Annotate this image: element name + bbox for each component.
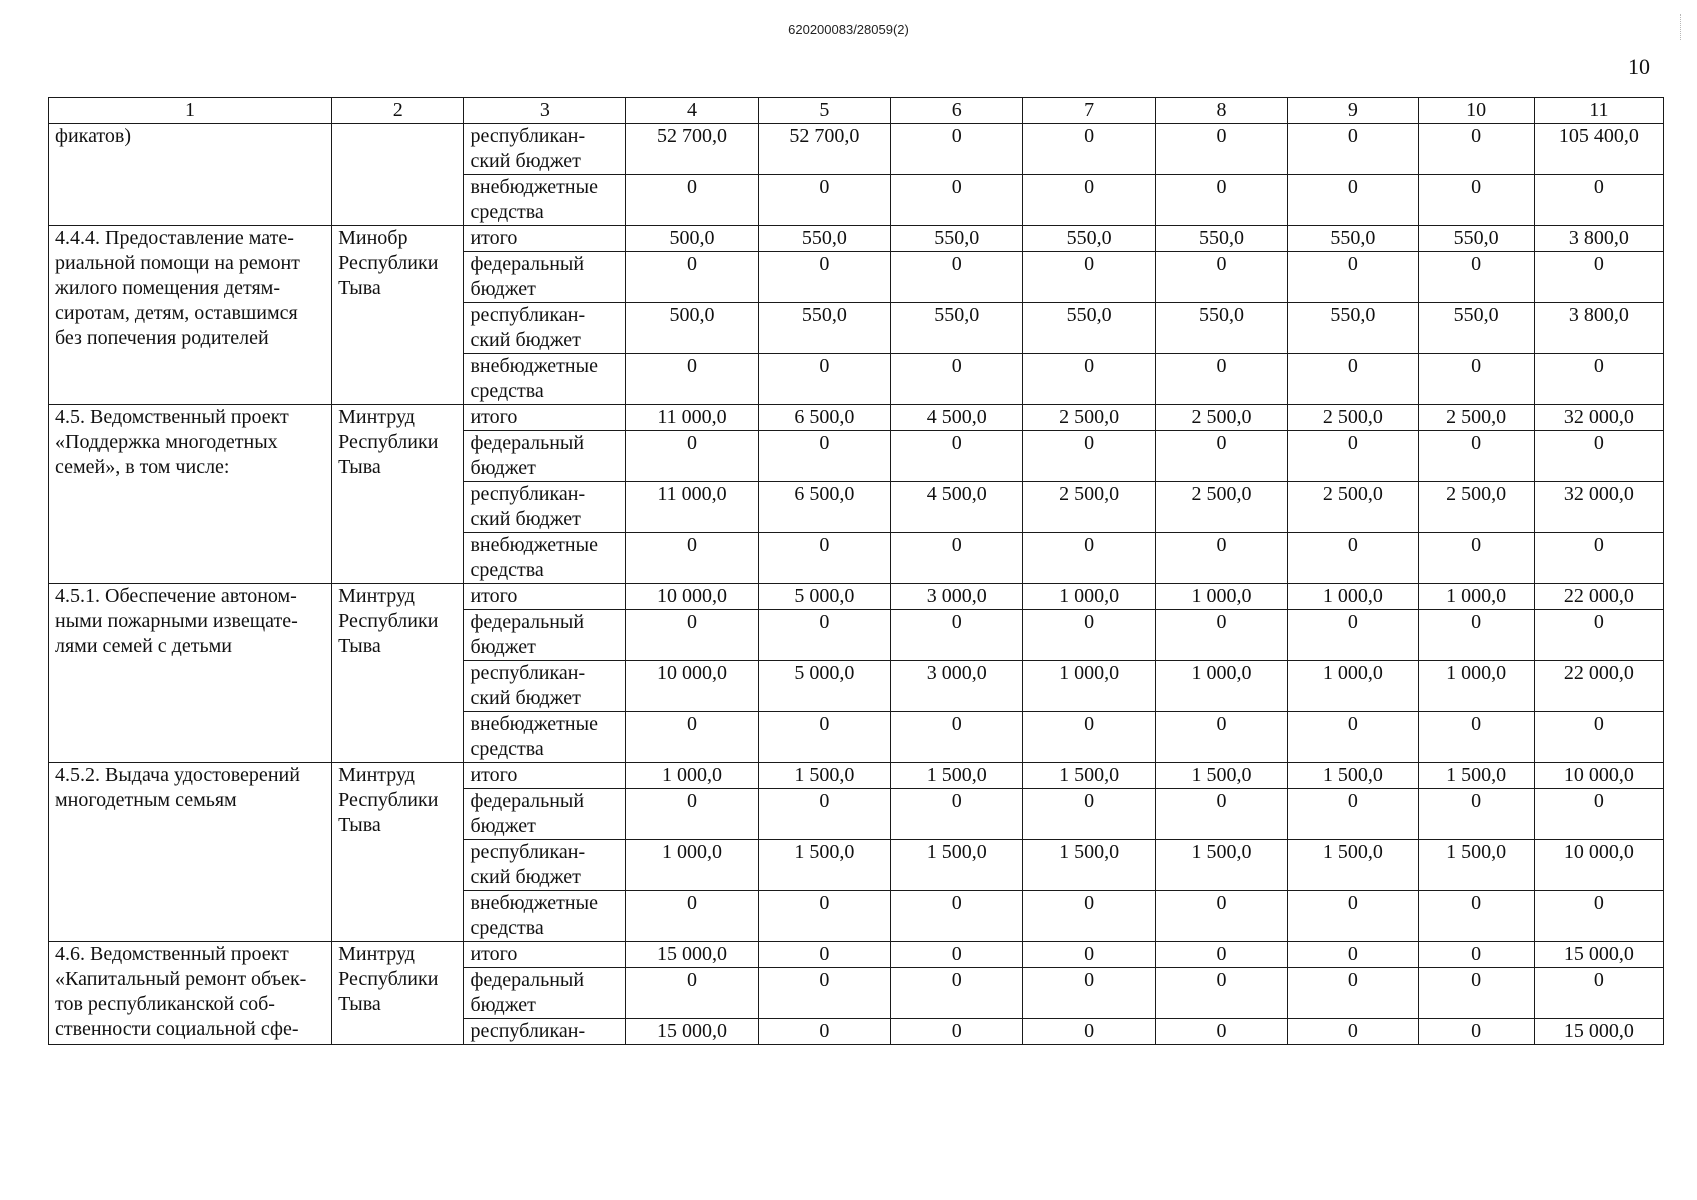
amount-cell: 0 [1418,175,1534,226]
amount-cell: 0 [1288,789,1418,840]
amount-cell: 15 000,0 [626,942,758,968]
amount-cell: 1 500,0 [1418,763,1534,789]
activity-name-cell: 4.5. Ведомственный проект «Поддержка многодетных семей», в том числе: [49,405,332,584]
table-row [49,942,1664,968]
amount-cell: 0 [626,533,758,584]
amount-cell: 1 500,0 [1418,840,1534,891]
amount-cell: 0 [1534,354,1663,405]
amount-cell: 0 [758,533,890,584]
amount-cell: 0 [626,354,758,405]
amount-cell: 1 500,0 [758,763,890,789]
funding-source-cell: федеральный бюджет [464,968,626,1019]
amount-cell: 0 [891,610,1023,661]
amount-cell: 550,0 [758,303,890,354]
activity-name-cell: 4.5.2. Выдача удостоверений многодетным семьям [49,763,332,942]
funding-source-cell: республикан- ский бюджет [464,661,626,712]
amount-cell: 0 [1418,891,1534,942]
amount-cell: 0 [1155,175,1287,226]
funding-source-cell: федеральный бюджет [464,789,626,840]
amount-cell: 550,0 [1155,303,1287,354]
funding-source-cell: республикан- [464,1019,626,1045]
column-number-header: 9 [1288,98,1418,124]
amount-cell: 10 000,0 [1534,763,1663,789]
amount-cell: 1 500,0 [891,763,1023,789]
scan-artifact [1680,14,1691,40]
funding-source-cell: республикан- ский бюджет [464,482,626,533]
amount-cell: 0 [1288,533,1418,584]
amount-cell: 1 500,0 [1023,763,1155,789]
amount-cell: 2 500,0 [1418,405,1534,431]
amount-cell: 0 [1288,252,1418,303]
amount-cell: 0 [758,789,890,840]
amount-cell: 1 000,0 [1023,661,1155,712]
activity-name-cell: 4.6. Ведомственный проект «Капитальный ремонт объек- тов республиканской соб- ственности социальной сфе- [49,942,332,1045]
amount-cell: 0 [1534,968,1663,1019]
amount-cell: 0 [1155,1019,1287,1045]
amount-cell: 0 [1023,942,1155,968]
amount-cell: 11 000,0 [626,482,758,533]
amount-cell: 2 500,0 [1155,482,1287,533]
funding-source-cell: внебюджетные средства [464,354,626,405]
activity-name-cell: 4.4.4. Предоставление мате- риальной помощи на ремонт жилого помещения детям- сиротам, детям, оставшимся без попечения родителей [49,226,332,405]
activity-name-cell: фикатов) [49,124,332,226]
executor-cell [332,124,464,226]
funding-source-cell: итого [464,226,626,252]
amount-cell: 105 400,0 [1534,124,1663,175]
amount-cell: 0 [1418,431,1534,482]
amount-cell: 3 800,0 [1534,226,1663,252]
amount-cell: 0 [1534,533,1663,584]
column-number-header: 7 [1023,98,1155,124]
amount-cell: 0 [758,431,890,482]
amount-cell: 2 500,0 [1023,482,1155,533]
amount-cell: 2 500,0 [1023,405,1155,431]
amount-cell: 0 [1288,1019,1418,1045]
amount-cell: 0 [891,124,1023,175]
funding-source-cell: внебюджетные средства [464,533,626,584]
column-number-header: 11 [1534,98,1663,124]
column-number-header: 8 [1155,98,1287,124]
amount-cell: 52 700,0 [758,124,890,175]
amount-cell: 1 000,0 [1023,584,1155,610]
amount-cell: 0 [1023,431,1155,482]
amount-cell: 0 [1288,610,1418,661]
amount-cell: 0 [1288,891,1418,942]
funding-source-cell: итого [464,763,626,789]
table-row [49,763,1664,789]
amount-cell: 0 [1155,252,1287,303]
funding-source-cell: республикан- ский бюджет [464,303,626,354]
column-number-header: 6 [891,98,1023,124]
amount-cell: 22 000,0 [1534,661,1663,712]
column-number-header: 2 [332,98,464,124]
amount-cell: 0 [1023,968,1155,1019]
executor-cell: Минтруд Республики Тыва [332,584,464,763]
amount-cell: 15 000,0 [1534,1019,1663,1045]
executor-cell: Минтруд Республики Тыва [332,942,464,1045]
amount-cell: 0 [891,252,1023,303]
amount-cell: 0 [1155,789,1287,840]
amount-cell: 0 [758,712,890,763]
amount-cell: 0 [1534,712,1663,763]
amount-cell: 550,0 [1023,303,1155,354]
amount-cell: 0 [1023,610,1155,661]
amount-cell: 0 [1288,968,1418,1019]
amount-cell: 1 500,0 [1288,840,1418,891]
amount-cell: 0 [1418,1019,1534,1045]
amount-cell: 0 [891,175,1023,226]
amount-cell: 0 [1288,712,1418,763]
amount-cell: 0 [758,942,890,968]
amount-cell: 0 [758,891,890,942]
funding-source-cell: итого [464,405,626,431]
amount-cell: 0 [758,1019,890,1045]
funding-source-cell: итого [464,942,626,968]
amount-cell: 0 [1155,942,1287,968]
amount-cell: 0 [1288,124,1418,175]
table-row [49,584,1664,610]
amount-cell: 1 500,0 [1023,840,1155,891]
amount-cell: 0 [1418,942,1534,968]
funding-source-cell: внебюджетные средства [464,175,626,226]
amount-cell: 0 [758,610,890,661]
amount-cell: 0 [1418,968,1534,1019]
amount-cell: 500,0 [626,303,758,354]
amount-cell: 1 500,0 [1288,763,1418,789]
table-body [49,124,1664,1045]
amount-cell: 1 000,0 [1155,584,1287,610]
amount-cell: 0 [891,968,1023,1019]
amount-cell: 0 [1155,124,1287,175]
funding-source-cell: итого [464,584,626,610]
amount-cell: 2 500,0 [1155,405,1287,431]
amount-cell: 1 500,0 [1155,763,1287,789]
amount-cell: 0 [1155,610,1287,661]
funding-source-cell: федеральный бюджет [464,431,626,482]
amount-cell: 550,0 [891,226,1023,252]
amount-cell: 550,0 [891,303,1023,354]
amount-cell: 0 [758,252,890,303]
amount-cell: 550,0 [1155,226,1287,252]
amount-cell: 0 [1534,610,1663,661]
amount-cell: 0 [1534,175,1663,226]
table-row [49,226,1664,252]
amount-cell: 0 [626,891,758,942]
amount-cell: 0 [758,354,890,405]
amount-cell: 0 [1155,533,1287,584]
amount-cell: 2 500,0 [1418,482,1534,533]
funding-source-cell: республикан- ский бюджет [464,840,626,891]
amount-cell: 0 [891,431,1023,482]
amount-cell: 5 000,0 [758,584,890,610]
amount-cell: 550,0 [1288,226,1418,252]
amount-cell: 0 [891,712,1023,763]
amount-cell: 0 [1418,610,1534,661]
amount-cell: 1 000,0 [1155,661,1287,712]
amount-cell: 0 [1023,124,1155,175]
amount-cell: 15 000,0 [1534,942,1663,968]
amount-cell: 0 [1534,891,1663,942]
amount-cell: 1 500,0 [1155,840,1287,891]
amount-cell: 0 [1155,431,1287,482]
amount-cell: 550,0 [1023,226,1155,252]
amount-cell: 0 [1155,968,1287,1019]
amount-cell: 0 [1418,124,1534,175]
column-number-header: 1 [49,98,332,124]
amount-cell: 0 [1534,789,1663,840]
amount-cell: 0 [626,712,758,763]
column-number-header: 4 [626,98,758,124]
amount-cell: 1 000,0 [1288,661,1418,712]
amount-cell: 0 [891,789,1023,840]
column-number-header: 10 [1418,98,1534,124]
funding-source-cell: внебюджетные средства [464,712,626,763]
amount-cell: 0 [891,891,1023,942]
amount-cell: 0 [1023,712,1155,763]
funding-source-cell: федеральный бюджет [464,610,626,661]
amount-cell: 0 [1155,891,1287,942]
funding-source-cell: внебюджетные средства [464,891,626,942]
amount-cell: 1 000,0 [1418,661,1534,712]
amount-cell: 0 [1023,252,1155,303]
amount-cell: 10 000,0 [626,584,758,610]
amount-cell: 5 000,0 [758,661,890,712]
table-row [49,405,1664,431]
page-number: 10 [1628,54,1650,79]
activity-name-cell: 4.5.1. Обеспечение автоном- ными пожарными извещате- лями семей с детьми [49,584,332,763]
amount-cell: 11 000,0 [626,405,758,431]
document-code: 620200083/28059(2) [788,22,909,37]
amount-cell: 1 000,0 [626,840,758,891]
amount-cell: 0 [626,610,758,661]
amount-cell: 0 [1288,175,1418,226]
amount-cell: 0 [1418,252,1534,303]
amount-cell: 0 [1418,354,1534,405]
amount-cell: 3 800,0 [1534,303,1663,354]
amount-cell: 2 500,0 [1288,482,1418,533]
amount-cell: 0 [1288,942,1418,968]
column-number-row [49,98,1664,124]
amount-cell: 6 500,0 [758,482,890,533]
amount-cell: 0 [1023,175,1155,226]
funding-source-cell: федеральный бюджет [464,252,626,303]
amount-cell: 22 000,0 [1534,584,1663,610]
table-row [49,124,1664,175]
amount-cell: 0 [1288,431,1418,482]
amount-cell: 0 [891,354,1023,405]
amount-cell: 1 000,0 [1288,584,1418,610]
amount-cell: 0 [891,942,1023,968]
amount-cell: 0 [1023,354,1155,405]
amount-cell: 52 700,0 [626,124,758,175]
executor-cell: Минобр Республики Тыва [332,226,464,405]
amount-cell: 10 000,0 [1534,840,1663,891]
amount-cell: 3 000,0 [891,661,1023,712]
amount-cell: 0 [626,252,758,303]
funding-source-cell: республикан- ский бюджет [464,124,626,175]
amount-cell: 0 [1023,1019,1155,1045]
executor-cell: Минтруд Республики Тыва [332,405,464,584]
amount-cell: 500,0 [626,226,758,252]
column-number-header: 3 [464,98,626,124]
amount-cell: 1 500,0 [891,840,1023,891]
amount-cell: 0 [758,175,890,226]
column-number-header: 5 [758,98,890,124]
amount-cell: 0 [626,789,758,840]
amount-cell: 2 500,0 [1288,405,1418,431]
amount-cell: 32 000,0 [1534,482,1663,533]
amount-cell: 0 [1155,712,1287,763]
amount-cell: 4 500,0 [891,482,1023,533]
amount-cell: 0 [891,1019,1023,1045]
amount-cell: 1 000,0 [1418,584,1534,610]
amount-cell: 3 000,0 [891,584,1023,610]
amount-cell: 1 500,0 [758,840,890,891]
amount-cell: 4 500,0 [891,405,1023,431]
amount-cell: 32 000,0 [1534,405,1663,431]
amount-cell: 0 [1155,354,1287,405]
amount-cell: 550,0 [1288,303,1418,354]
amount-cell: 0 [1418,712,1534,763]
amount-cell: 0 [1418,533,1534,584]
amount-cell: 0 [1288,354,1418,405]
executor-cell: Минтруд Республики Тыва [332,763,464,942]
amount-cell: 0 [1418,789,1534,840]
amount-cell: 550,0 [1418,303,1534,354]
amount-cell: 1 000,0 [626,763,758,789]
amount-cell: 0 [1023,891,1155,942]
amount-cell: 10 000,0 [626,661,758,712]
amount-cell: 0 [1534,252,1663,303]
amount-cell: 0 [626,968,758,1019]
amount-cell: 0 [1534,431,1663,482]
amount-cell: 550,0 [1418,226,1534,252]
amount-cell: 0 [891,533,1023,584]
amount-cell: 0 [1023,789,1155,840]
amount-cell: 0 [758,968,890,1019]
amount-cell: 0 [626,175,758,226]
amount-cell: 6 500,0 [758,405,890,431]
budget-table [48,97,1664,1045]
amount-cell: 0 [1023,533,1155,584]
amount-cell: 550,0 [758,226,890,252]
amount-cell: 15 000,0 [626,1019,758,1045]
amount-cell: 0 [626,431,758,482]
